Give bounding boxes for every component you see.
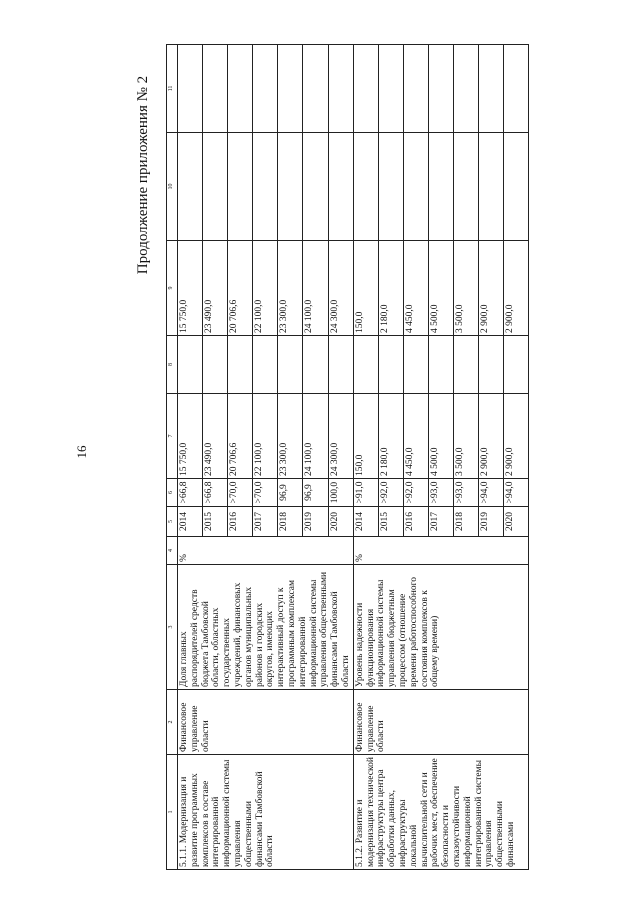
column-number: 6 [167, 479, 178, 507]
federal-funding-cell [278, 336, 303, 394]
other-funding-cell [353, 45, 378, 133]
local-funding-cell [453, 133, 478, 241]
target-value-cell: >91,0 [353, 479, 378, 507]
table-row [178, 45, 203, 870]
total-funding-cell: 2 900,0 [478, 394, 503, 479]
federal-funding-cell [403, 336, 428, 394]
total-funding-cell: 23 300,0 [278, 394, 303, 479]
total-funding-cell: 22 100,0 [253, 394, 278, 479]
other-funding-cell [428, 45, 453, 133]
target-value-cell: 100,0 [328, 479, 353, 507]
federal-funding-cell [303, 336, 328, 394]
total-funding-cell: 4 500,0 [428, 394, 453, 479]
year-cell: 2018 [278, 507, 303, 537]
local-funding-cell [178, 133, 203, 241]
total-funding-cell: 20 706,6 [228, 394, 253, 479]
federal-funding-cell [453, 336, 478, 394]
column-number: 7 [167, 394, 178, 479]
year-cell: 2019 [303, 507, 328, 537]
target-value-cell: >93,0 [428, 479, 453, 507]
target-value-cell: >94,0 [478, 479, 503, 507]
federal-funding-cell [478, 336, 503, 394]
regional-funding-cell: 24 100,0 [303, 241, 328, 336]
local-funding-cell [303, 133, 328, 241]
other-funding-cell [278, 45, 303, 133]
total-funding-cell: 24 100,0 [303, 394, 328, 479]
regional-funding-cell: 23 490,0 [203, 241, 228, 336]
local-funding-cell [228, 133, 253, 241]
target-value-cell: 96,9 [303, 479, 328, 507]
target-value-cell: >92,0 [403, 479, 428, 507]
local-funding-cell [378, 133, 403, 241]
other-funding-cell [228, 45, 253, 133]
local-funding-cell [428, 133, 453, 241]
target-value-cell: >70,0 [253, 479, 278, 507]
federal-funding-cell [428, 336, 453, 394]
federal-funding-cell [328, 336, 353, 394]
local-funding-cell [503, 133, 528, 241]
year-cell: 2019 [478, 507, 503, 537]
total-funding-cell: 3 500,0 [453, 394, 478, 479]
federal-funding-cell [178, 336, 203, 394]
regional-funding-cell: 24 300,0 [328, 241, 353, 336]
column-number: 11 [167, 45, 178, 133]
other-funding-cell [203, 45, 228, 133]
total-funding-cell: 24 300,0 [328, 394, 353, 479]
local-funding-cell [253, 133, 278, 241]
target-value-cell: 96,9 [278, 479, 303, 507]
regional-funding-cell: 2 180,0 [378, 241, 403, 336]
other-funding-cell [328, 45, 353, 133]
federal-funding-cell [378, 336, 403, 394]
table-row [353, 45, 378, 870]
target-value-cell: >92,0 [378, 479, 403, 507]
table-body [178, 45, 529, 870]
unit-cell: % [353, 537, 528, 565]
target-value-cell: >66,8 [178, 479, 203, 507]
federal-funding-cell [203, 336, 228, 394]
regional-funding-cell: 4 450,0 [403, 241, 428, 336]
regional-funding-cell: 20 706,6 [228, 241, 253, 336]
column-number: 9 [167, 241, 178, 336]
total-funding-cell: 2 900,0 [503, 394, 528, 479]
column-number-row [167, 45, 178, 870]
year-cell: 2017 [253, 507, 278, 537]
column-number: 4 [167, 537, 178, 565]
other-funding-cell [503, 45, 528, 133]
year-cell: 2014 [178, 507, 203, 537]
regional-funding-cell: 150,0 [353, 241, 378, 336]
total-funding-cell: 2 180,0 [378, 394, 403, 479]
other-funding-cell [253, 45, 278, 133]
unit-cell: % [178, 537, 354, 565]
executor-cell: Финансовое управление области [178, 690, 354, 755]
column-number: 2 [167, 690, 178, 755]
rotated-page-content [132, 30, 640, 880]
federal-funding-cell [253, 336, 278, 394]
column-number: 1 [167, 755, 178, 870]
total-funding-cell: 23 490,0 [203, 394, 228, 479]
local-funding-cell [203, 133, 228, 241]
year-cell: 2020 [503, 507, 528, 537]
year-cell: 2016 [228, 507, 253, 537]
year-cell: 2015 [378, 507, 403, 537]
other-funding-cell [178, 45, 203, 133]
column-number: 5 [167, 507, 178, 537]
other-funding-cell [378, 45, 403, 133]
other-funding-cell [478, 45, 503, 133]
federal-funding-cell [228, 336, 253, 394]
indicator-cell: Доля главных распорядителей средств бюджета Тамбовской области, областных государственных учреждений, финансовых органов муниципальных районов и городских округов, имеющих интерактивный доступ к программным комплексам интегрированной информационной системы управления общественными финансами Тамбовской области [178, 565, 354, 690]
total-funding-cell: 4 450,0 [403, 394, 428, 479]
year-cell: 2014 [353, 507, 378, 537]
other-funding-cell [403, 45, 428, 133]
activity-cell: 5.1.2. Развитие и модернизация технической инфраструктуры центра обработки данных, инфраструктуры локальной вычислительной сети и рабочих мест, обеспечение безопасности и отказоустойчивости информационной интегрированной системы управления общественными финансами [353, 755, 528, 870]
total-funding-cell: 150,0 [353, 394, 378, 479]
year-cell: 2016 [403, 507, 428, 537]
continuation-title: Продолжение приложения № 2 [135, 75, 151, 275]
regional-funding-cell: 15 750,0 [178, 241, 203, 336]
year-cell: 2020 [328, 507, 353, 537]
target-value-cell: >93,0 [453, 479, 478, 507]
federal-funding-cell [353, 336, 378, 394]
column-number: 3 [167, 565, 178, 690]
executor-cell: Финансовое управление области [353, 690, 528, 755]
local-funding-cell [278, 133, 303, 241]
other-funding-cell [453, 45, 478, 133]
page-number: 16 [74, 445, 89, 459]
total-funding-cell: 15 750,0 [178, 394, 203, 479]
regional-funding-cell: 22 100,0 [253, 241, 278, 336]
column-number: 8 [167, 336, 178, 394]
indicator-cell: Уровень надежности функционирования информационной системы управления бюджетным процессом (отношение времени работоспособного состояния комплексов к общему времени) [353, 565, 528, 690]
activity-cell: 5.1.1. Модернизация и развитие программных комплексов в составе интегрированной информационной системы управления общественными финансами Тамбовской области [178, 755, 354, 870]
year-cell: 2015 [203, 507, 228, 537]
regional-funding-cell: 3 500,0 [453, 241, 478, 336]
local-funding-cell [353, 133, 378, 241]
regional-funding-cell: 2 900,0 [503, 241, 528, 336]
column-number: 10 [167, 133, 178, 241]
local-funding-cell [403, 133, 428, 241]
program-table [166, 44, 529, 870]
target-value-cell: >94,0 [503, 479, 528, 507]
target-value-cell: >66,8 [203, 479, 228, 507]
regional-funding-cell: 2 900,0 [478, 241, 503, 336]
year-cell: 2017 [428, 507, 453, 537]
other-funding-cell [303, 45, 328, 133]
local-funding-cell [328, 133, 353, 241]
local-funding-cell [478, 133, 503, 241]
regional-funding-cell: 4 500,0 [428, 241, 453, 336]
federal-funding-cell [503, 336, 528, 394]
target-value-cell: >70,0 [228, 479, 253, 507]
regional-funding-cell: 23 300,0 [278, 241, 303, 336]
year-cell: 2018 [453, 507, 478, 537]
